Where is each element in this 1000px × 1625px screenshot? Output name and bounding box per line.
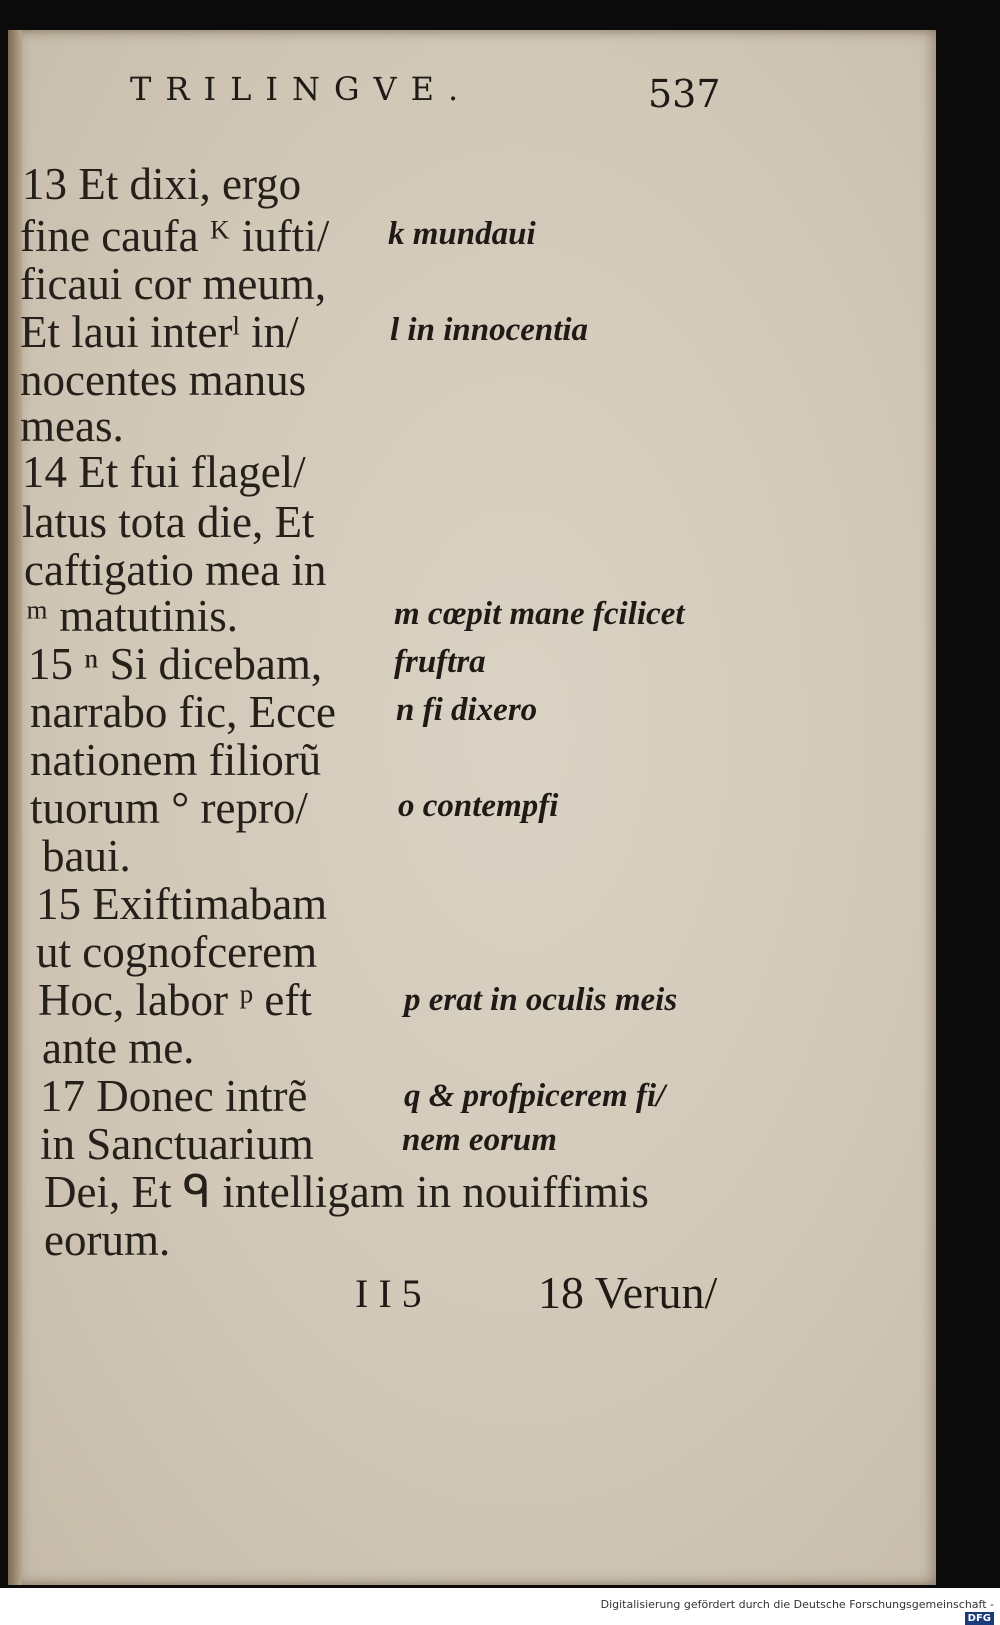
catchword: 18 Verun/ [538, 1267, 718, 1318]
text-line: 13 Et dixi, ergo [22, 159, 302, 209]
marginal-gloss: p erat in oculis meis [404, 982, 678, 1018]
text-line: 14 Et fui flagel/ [22, 447, 306, 497]
text-line: meas. [20, 401, 124, 451]
digitization-credit [600, 1598, 994, 1625]
text-line: ᵐ matutinis. [26, 591, 238, 641]
text-line: Et laui interˡ in/ [20, 307, 299, 357]
marginal-gloss: nem eorum [402, 1122, 557, 1158]
text-line: ante me. [42, 1023, 195, 1073]
text-line: baui. [42, 831, 131, 881]
marginal-gloss: o contempfi [398, 788, 559, 824]
text-line: latus tota die, Et [22, 497, 315, 547]
text-line: tuorum ° repro/ [30, 783, 308, 833]
text-line: ficaui cor meum, [20, 259, 327, 309]
text-line: 15 ⁿ Si dicebam, [28, 639, 323, 689]
running-head: TRILINGVE. [130, 70, 473, 108]
marginal-gloss: m cœpit mane fcilicet [394, 596, 685, 632]
text-line: fine caufa ᴷ iufti/ [20, 211, 330, 261]
text-line: narrabo fic, Ecce [30, 687, 337, 737]
signature-mark: I I 5 [355, 1271, 422, 1316]
text-line: nationem filiorũ [30, 735, 322, 785]
text-line: 17 Donec intrẽ [40, 1071, 308, 1121]
marginal-gloss: k mundaui [388, 216, 536, 252]
marginal-gloss: l in innocentia [390, 312, 589, 348]
page-number: 537 [648, 72, 721, 116]
text-line: Hoc, labor ᵖ eft [38, 975, 312, 1025]
text-line: Dei, Et ᑫ intelligam in nouiffimis [44, 1167, 649, 1217]
text-line: in Sanctuarium [40, 1119, 314, 1169]
text-line: caftigatio mea in [24, 545, 327, 595]
marginal-gloss: q & profpicerem fi/ [404, 1078, 666, 1114]
credit-text: Digitalisierung gefördert durch die Deutsche Forschungsgemeinschaft - [600, 1598, 994, 1611]
text-line: ut cognofcerem [36, 927, 318, 977]
text-line: nocentes manus [20, 355, 307, 405]
marginal-gloss: n fi dixero [396, 692, 538, 728]
text-line: eorum. [44, 1215, 171, 1265]
text-line: 15 Exiftimabam [36, 879, 328, 929]
marginal-gloss: fruftra [394, 644, 486, 680]
dfg-logo: DFG [965, 1612, 994, 1625]
